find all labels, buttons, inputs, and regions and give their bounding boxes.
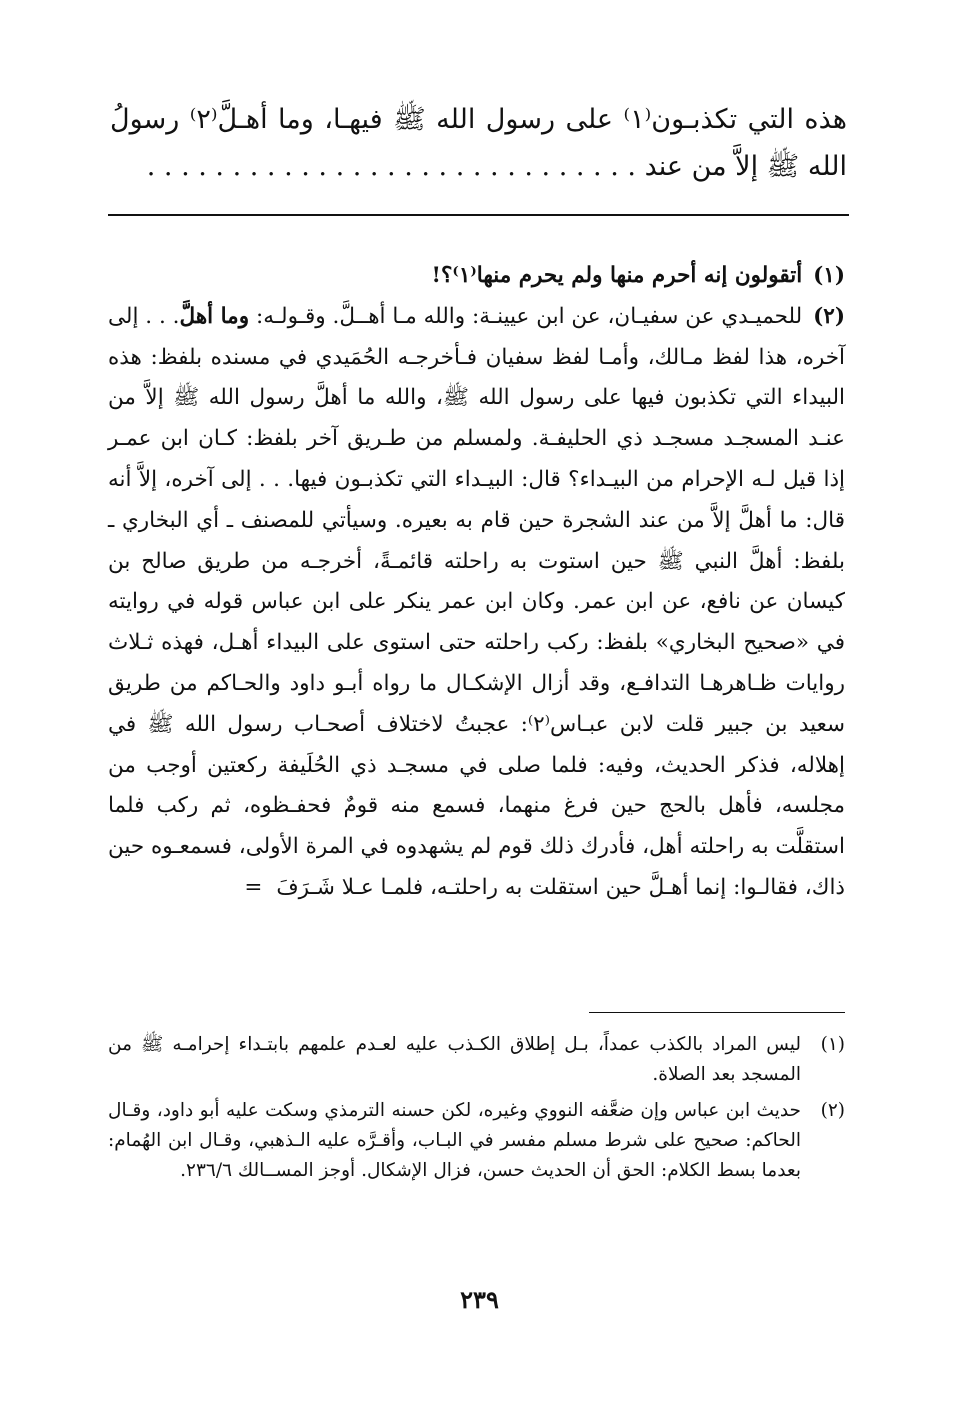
note-text: أتقولون إنه أحرم منها ولم يحرم منها⁽١⁾؟! (431, 263, 803, 288)
page-number: ٢٣٩ (460, 1285, 499, 1314)
main-text-paragraph (110, 96, 847, 190)
footnote-2 (108, 1096, 845, 1186)
main-text: هذه التي تكذبـون⁽١⁾ على رسول الله ﷺ فيهـا، وما أهـلَّ⁽٢⁾ رسولُ الله ﷺ إلاَّ من عند (110, 104, 847, 182)
note-number: (٢) (813, 303, 846, 329)
footnote-1 (108, 1030, 845, 1090)
separator-rule (108, 214, 849, 216)
note-number: (١) (813, 263, 845, 288)
footnote-number: (٢) (820, 1100, 845, 1121)
note-text: للحميـدي عن سفيـان، عن ابن عيينـة: والله مـا أهــلَّ. وقـولـه: (255, 303, 803, 329)
continuation-mark: = (244, 874, 263, 900)
note-text: . . . إلى آخره، هذا لفظ مـالك، وأمـا لفظ سفيان فـأخرجـه الحُمَيدي في مسنده بلفظ: هذه البيداء التي تكذبون فيها على رسول الله ﷺ، والله ما أهلَّ رسول الله ﷺ إلاَّ من عنـد المسجـد مسجـد ذي الحليفـة. ولمسلم من طـريق آخر بلفظ: كـان ابن عمـر إذا قيل لـه الإحرام من البيـداء؟ قال: البيـداء التي تكذبـون فيها. . . إلى آخره، إلاَّ أنه قال: ما أهلَّ إلاَّ من عند الشجرة حين قام به بعيره. وسيأتي للمصنف ـ أي البخاري ـ بلفظ: أهلَّ النبي ﷺ حين استوت به راحلته قائمـةً، أخرجـه من طريق صالح بن كيسان عن نافع، عن ابن عمر. وكان ابن عمر ينكر على ابن عباس قوله في روايته في «صحيح البخاري» بلفظ: ركب راحلته حتى استوى على البيداء أهـل، فهذه ثـلاث روايات ظـاهرهـا التدافـع، وقد أزال الإشكـال ما رواه أبـو داود والحـاكم من طريق سعيد بن جبير قلت لابن عبـاس⁽٢⁾: عجبتُ لاختلاف أصحـاب رسول الله ﷺ في إهلاله، فذكر الحديث، وفيه: فلما صلى في مسجـد ذي الحُلَيفة ركعتين أوجب من مجلسه، فأهل بالحج حين فرغ منهما، فسمع منه قومٌ فحفـظوه، ثم ركب فلما استقلَّت به راحلته أهل، فأدرك ذلك قوم لم يشهدوه في المرة الأولى، فسمعـوه حين ذاك، فقالـوا: إنما أهـلَّ حين استقلت به راحلتـه، فلمـا عـلا شَـرَفَ (108, 303, 845, 900)
note-text-bold: وما أهلَّ (179, 303, 250, 329)
footnote-separator-rule (589, 1012, 845, 1013)
footnote-number: (١) (820, 1034, 845, 1055)
main-text-block (110, 96, 847, 190)
commentary-block (108, 256, 845, 909)
footnote-text: ليس المراد بالكذب عمداً، بـل إطلاق الكـذب عليه لعـدم علمهم بابتـداء إحرامـه ﷺ من المسجد بعد الصلاة. (108, 1034, 801, 1085)
commentary-note-1 (108, 256, 845, 297)
footnote-text: حديث ابن عباس وإن ضعَّفه النووي وغيره، لكن حسنه الترمذي وسكت عليه أبو داود، وقـال الحاكم: صحيح على شرط مسلم مفسر في البـاب، وأقـرَّه عليه الـذهبي، وقـال ابن الهُمام: بعدما بسط الكلام: الحق أن الحديث حسن، فزال الإشكال. أوجز المســالك ٢٣٦/٦. (108, 1100, 801, 1181)
commentary-note-2 (108, 297, 845, 909)
ellipsis-dots: . . . . . . . . . . . . . . . . . . . . . . . . . . . . . (146, 151, 636, 182)
footnotes-block (108, 1030, 845, 1192)
